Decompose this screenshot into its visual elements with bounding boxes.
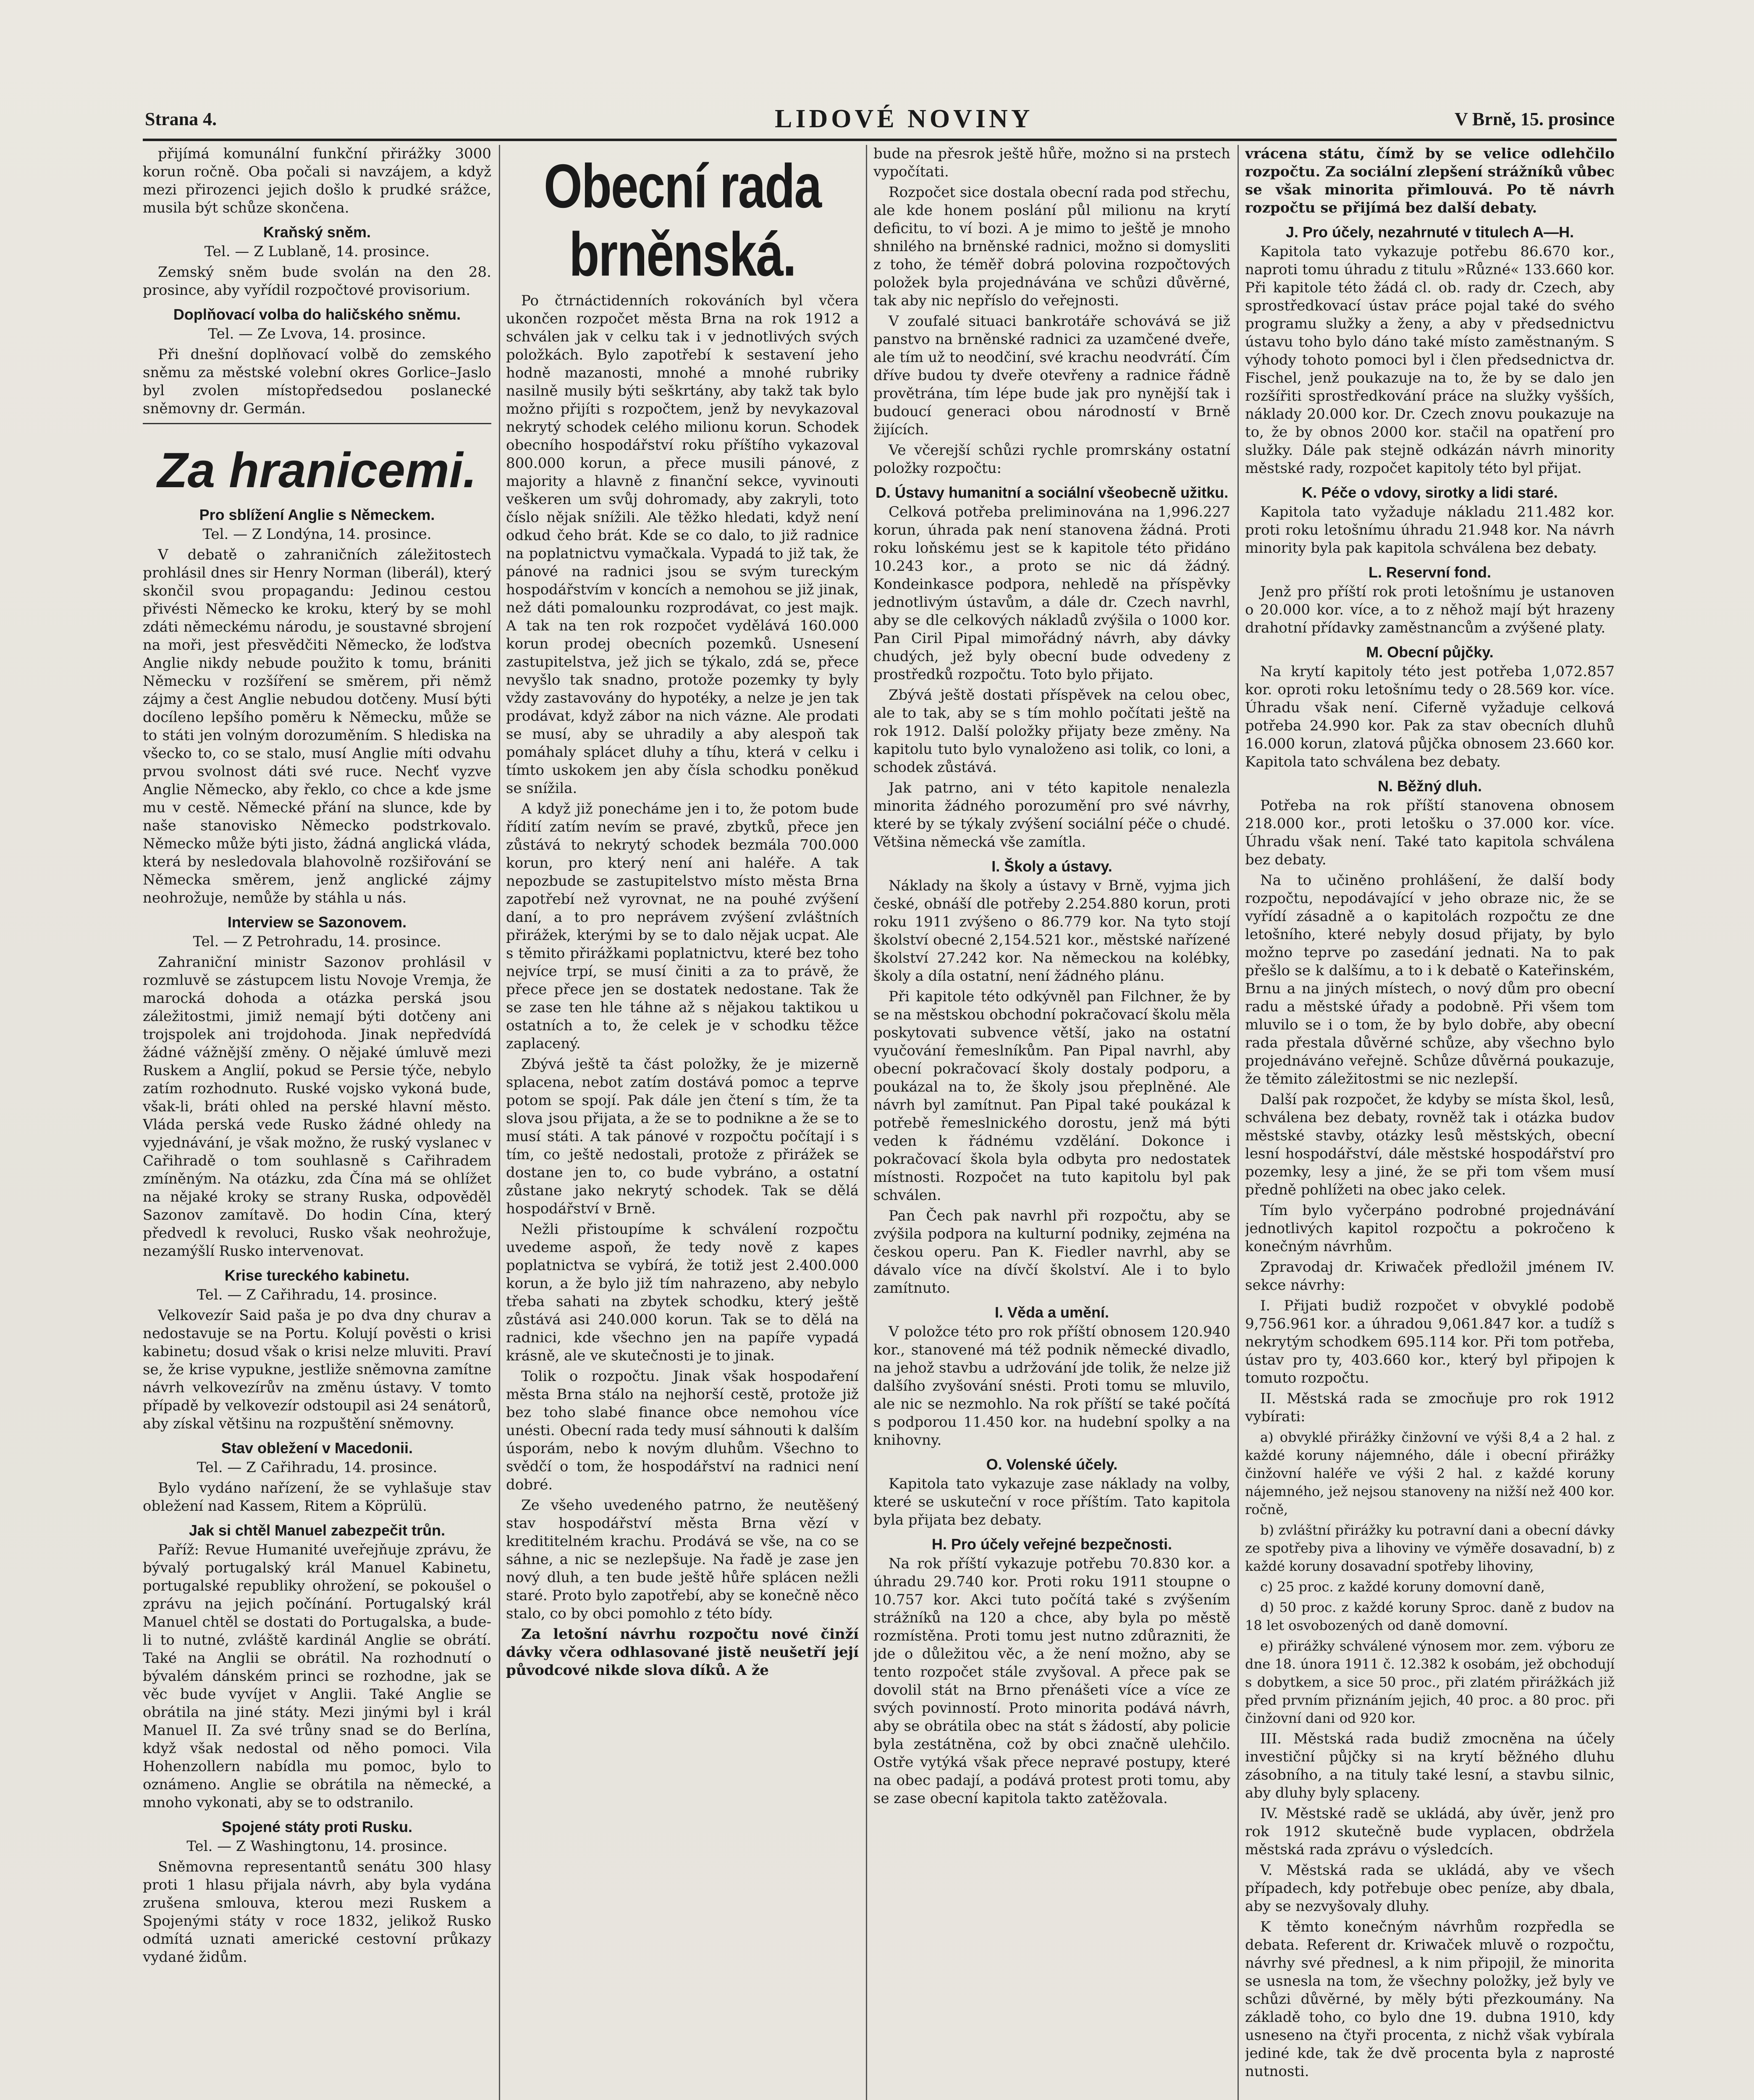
article-text: Kapitola tato vyžaduje nákladu 211.482 kor. proti roku letošnímu úhradu 21.948 kor. Na návrh minority byla pak kapitola schválena bez debaty.: [1245, 504, 1615, 556]
headline-turkey: Krise tureckého kabinetu.: [224, 1267, 410, 1284]
article-text: V. Městská rada se ukládá, aby ve všech případech, kdy potřebuje obec peníze, aby dbala, aby se nezvyšovaly dluhy.: [1245, 1862, 1615, 1915]
article-text: Celková potřeba preliminována na 1,996.227 korun, úhrada pak není stanovena žádná. Proti roku loňskému jest se k kapitole této přidáno 10.243 kor., a proto se nic dá žádný. Kondeinkasce podpora, nehledě na příspěvky jednotlivým ústavům, a dále dr. Czech navrhl, aby se dle celkových nákladů zvýšila o 1000 kor. Pan Ciril Pipal mimořádný návrh, aby dávky chudých, jež byly obecní bude odvedeny z prostředků rozpočtu. Toto bylo přijato.: [873, 504, 1230, 683]
article-text: Kapitola tato vykazuje potřebu 86.670 kor., naproti tomu úhradu z titulu »Různé« 133.660 kor. Při kapitole této žádá cl. ob. rady dr. Czech, aby sprostředkovací ústav práce pojal také do svého programu služky a ženy, a aby v předsednictvu ústavu toho bylo dáno také místo zaměstnaným. S výhody tohoto pomoci byl i člen předsednictva dr. Fischel, jenž poukazuje na to, že by se dalo jen rozšířiti sprostředkování práce na služky vyšších, náklady 20.000 kor. Dr. Czech znovu poukazuje na to, že by obnos 2000 kor. stačil na opatření pro služky. Dále pak stejně odkázán návrh minority městské rady, rozpočet kapitoly této byl přijat.: [1245, 243, 1615, 477]
article-text: Pan Čech pak navrhl při rozpočtu, aby se zvýšila podpora na kulturní podniky, zejména na českou operu. Pan K. Fiedler navrhl, aby se dávalo více na dívčí školství. Ale i to bylo zamítnuto.: [873, 1208, 1230, 1297]
headline-obecni-rada: Obecní rada brněnská.: [543, 152, 821, 289]
article-text: II. Městská rada se zmocňuje pro rok 1912 vybírati:: [1245, 1390, 1615, 1425]
article-text: Sněmovna representantů senátu 300 hlasy proti 1 hlasu přijala návrh, aby byla vydána zrušena smlouva, kterou mezi Ruskem a Spojenými státy v roce 1832, jelikož Rusko odmítá uznati americké cestovní průkazy vydané židům.: [143, 1858, 491, 1966]
article-text: Zpravodaj dr. Kriwaček předložil jménem IV. sekce návrhy:: [1245, 1259, 1615, 1294]
dateline: Tel. — Z Cařihradu, 14. prosince.: [197, 1286, 438, 1303]
article-text: c) 25 proc. z každé koruny domovní daně,: [1260, 1579, 1545, 1595]
article-text: Za letošní návrhu rozpočtu nové činží dávky včera odhlasované jistě neušetří její původcové nikde slova díků. A že: [506, 1626, 859, 1679]
article-text: V debatě o zahraničních záležitostech prohlásil dnes sir Henry Norman (liberál), který skončil svou propagandu: Jedinou cestou přivésti Německo ke kroku, který by se mohl zdáti německému národu, je soustavné sbrojení na moři, jest přesvědčiti Německo, že loďstva Anglie nikdy nebude použito k tomu, brániti Německu v rozšíření se směrem, při němž zájmy a čest Anglie nebudou dotčeny. Musí býti docíleno lepšího poměru k Německu, může se to státi jen volným dorozuměním. S hlediska na všecko to, co se stalo, musí Anglie míti odvahu prvou svolnost dáti své ruce. Nechť vyzve Anglie Německo, aby řeklo, co chce a kde jsme mu v cestě. Německé přání na slunce, kde by naše stanovisko Německo podstrkovalo. Německo může býti jisto, žádná anglická vláda, která by nesledovala blahovolně rozšiřování se Německa směrem, jenž anglické zájmy neohrožuje, nemůže by stáhla u nás.: [143, 546, 491, 906]
headline-sazonov: Interview se Sazonovem.: [227, 914, 407, 931]
headline-kransky-snem: Kraňský sněm.: [263, 223, 371, 241]
article-text: IV. Městské radě se ukládá, aby úvěr, jenž pro rok 1912 skutečně bude vyplacen, obdržela městská rada zprávu o výsledcích.: [1245, 1805, 1615, 1858]
headline-macedonia: Stav obležení v Macedonii.: [221, 1439, 413, 1457]
subhead-j: J. Pro účely, nezahrnuté v titulech A—H.: [1285, 223, 1574, 241]
article-text: Na rok příští vykazuje potřebu 70.830 kor. a úhradu 29.740 kor. Proti roku 1911 stoupne o 10.757 kor. Akci tuto počítá také s zvýšením strážníků na 120 a chce, aby byla po městě rozmístěna. Proti tomu jest nutno zdůrazniti, že jde o důležitou věc, a že není možno, aby se tento rozpočet stále zvyšoval. A přece pak se dovolil stát na Brno přenášeti více a více ze svých povinností. Proto minorita podává návrh, aby se obrátila obec na stát s žádostí, aby policie byla zestátněna, což by obci značně ulehčilo. Ostře vytýká však přece nepravé postupy, které na obec padají, a podává protest proti tomu, aby se zase obecní kapitola takto zatěžovala.: [873, 1555, 1230, 1807]
masthead-rule: [143, 139, 1617, 141]
section-title-za-hranicemi: Za hranicemi.: [157, 443, 477, 498]
article-text: Ve včerejší schůzi rychle promrskány ostatní položky rozpočtu:: [873, 442, 1230, 477]
section-rule: [143, 423, 491, 424]
article-text: Zbývá ještě ta část položky, že je mizerně splacena, nebot zatím dostává pomoc a teprve potom se spojí. Pak dále jen čtení s tím, že ta slova jsou přijata, a že se to podnikne a že se to musí státi. A tak pánové v rozpočtu počítají i s tím, co ještě nedostali, protože z přirážek se dostane jen to, co bude vybráno, a ostatní zůstane jako nekrytý schodek. Tak se dělá hospodářství v Brně.: [506, 1056, 859, 1217]
dateline: Tel. — Z Cařihradu, 14. prosince.: [197, 1459, 438, 1476]
article-text: K těmto konečným návrhům rozpředla se debata. Referent dr. Kriwaček mluvě o rozpočtu, návrhy své přednesl, a k nim připojil, že minorita se usnesla na tom, že všechny položky, jež byly ve schůzi důvěrné, by měly býti přezkoumány. Na základě toho, co bylo dne 19. dubna 1910, kdy usneseno na čtyři procenta, z nichž však vybírala jediné kde, tak že dvě procenta byla z naprosté nutnosti.: [1245, 1919, 1615, 2080]
article-text: Zbývá ještě dostati příspěvek na celou obec, ale to tak, aby se s tím mohlo počítati ještě na rok 1912. Další položky přijaty beze změny. Na kapitolu tuto bylo vynaloženo asi tolik, co loni, a schodek zůstává.: [873, 687, 1230, 776]
headline-anglie: Pro sblížení Anglie s Německem.: [199, 506, 435, 523]
dateline: Tel. — Z Washingtonu, 14. prosince.: [186, 1838, 448, 1855]
article-text: Velkovezír Said paša je po dva dny churav a nedostavuje se na Portu. Kolují pověsti o krisi kabinetu; dosud však o krisi nelze mluviti. Praví se, že krise vypukne, jestliže sněmovna zamítne návrh velkovezírův na změnu ústavy. V tomto případě by velkovezír odstoupil asi 24 senátorů, aby získal většinu na rozpuštění sněmovny.: [143, 1307, 491, 1432]
subhead-n: N. Běžný dluh.: [1377, 777, 1482, 795]
article-text: Zahraniční ministr Sazonov prohlásil v rozmluvě se zástupcem listu Novoje Vremja, že marocká dohoda a otázka perská jsou záležitostmi, jimiž nemají býti dotčeny ani trojspolek ani trojdohoda. Jinak nepředvídá žádné vážnější změny. O nějaké úmluvě mezi Ruskem a Anglií, pokud se Persie týče, nebylo zatím rozhodnuto. Ruské vojsko vykoná bude, však-li, bráti ohled na perské hlavní město. Vláda perská vede Rusko žádné ohledy na vyjednávání, je však možno, že ruský vyslanec v Cařihradě o tom souhlasně s Cařihradem zmíněným. Na otázku, zda Čína má se ohlížet na nějaké kroky se strany Ruska, odpověděl Sazonov zamítavě. Do hodin Cína, který předvedl k revoluci, Rusko však neohrožuje, nezamýšlí Rusko intervenovat.: [143, 954, 491, 1260]
column-1: [143, 145, 491, 2100]
headline-manuel: Jak si chtěl Manuel zabezpečit trůn.: [189, 1522, 446, 1539]
article-text: a) obvyklé přirážky činžovní ve výši 8,4 a 2 hal. z každé koruny nájemného, dále i obecní přirážky činžovní haléře ve výši 2 hal. z každé koruny nájemného, jež nejsou stanoveny na nižší než 400 kor. ročně,: [1245, 1429, 1615, 1517]
article-text: Tolik o rozpočtu. Jinak však hospodaření města Brna stálo na nejhorší cestě, protože již bez toho slabé finance obce nemohou více unésti. Obecní rada tedy musí sáhnouti k dalším úsporám, nebo k novým dluhům. Všechno to svědčí o tom, že hospodářství na radnici není dobré.: [506, 1368, 859, 1493]
dateline: Tel. — Z Petrohradu, 14. prosince.: [193, 933, 441, 950]
column-divider: [1238, 145, 1239, 2100]
article-text: Jenž pro příští rok proti letošnímu je ustanoven o 20.000 kor. více, a to z něhož mají být hrazeny drahotní přídavky zaměstnancům a zvýšené platy.: [1245, 583, 1615, 636]
subhead-volenske: O. Volenské účely.: [986, 1456, 1118, 1473]
article-text: Na krytí kapitoly této jest potřeba 1,072.857 kor. oproti roku letošnímu tedy o 28.569 kor. více. Úhradu však není. Ciferně vyžaduje celková potřeba 24.990 kor. Pak za stav obecních dluhů 16.000 korun, zlatová půjčka obnosem 23.660 kor. Kapitola tato schválena bez debaty.: [1245, 663, 1615, 770]
dateline: Tel. — Ze Lvova, 14. prosince.: [208, 326, 426, 342]
column-divider: [866, 145, 867, 2100]
dateline: Tel. — Z Londýna, 14. prosince.: [202, 526, 432, 543]
column-2: [506, 145, 859, 2100]
article-text: Jak patrno, ani v této kapitole nenalezla minorita žádného porozumění pro své návrhy, které by se týkaly zvýšení sociální péče o chudé. Většina německá vše zamítla.: [873, 780, 1230, 850]
article-text: b) zvláštní přirážky ku potravní dani a obecní dávky ze spotřeby piva a lihoviny ve výměře dosavadní, b) z každé koruny dosavadní spotřeby lihoviny,: [1245, 1522, 1615, 1574]
article-text: e) přirážky schválené výnosem mor. zem. výboru ze dne 18. února 1911 č. 12.382 k osobám, jež obchodují s dobytkem, a sice 50 proc., při zlatém přirážkách již před prvním přiznáním jejich, 40 proc. a 80 proc. při činžovní dani od 920 kor.: [1245, 1638, 1615, 1726]
article-text: Zemský sněm bude svolán na den 28. prosince, aby vyřídil rozpočtové provisorium.: [143, 264, 491, 299]
headline-russia: Spojené státy proti Rusku.: [221, 1818, 413, 1835]
article-text: Tím bylo vyčerpáno podrobné projednávání jednotlivých kapitol rozpočtu a pokročeno k konečným návrhům.: [1245, 1202, 1615, 1255]
column-3: [873, 145, 1230, 2100]
article-text: Další pak rozpočet, že kdyby se místa škol, lesů, schválena bez debaty, rovněž tak i otázka budov městské stavby, otázky lesů městských, obecní lesní hospodářství, dále městské hospodářství pro pozemky, lesy a jiné, že se při tom všem musí předně pohlížeti na obec jako celek.: [1245, 1091, 1615, 1198]
article-text: Rozpočet sice dostala obecní rada pod střechu, ale kde honem poslání půl milionu na krytí deficitu, to ví bozi. A je mimo to ještě je mnoho shnilého na brněnské radnici, možno si domysliti z toho, že téměř dobrá polovina rozpočtových položek byla projednávána ve schůzi důvěrné, tak aby nic nepříslo do veřejnosti.: [873, 184, 1230, 309]
subhead-bezpecnost: H. Pro účely veřejné bezpečnosti.: [931, 1536, 1172, 1553]
subhead-k: K. Péče o vdovy, sirotky a lidi staré.: [1302, 484, 1558, 501]
article-text: vrácena státu, čímž by se velice odlehčilo rozpočtu. Za sociální zlepšení strážníků vůbec se však minorita přimlouvá. Po tě návrh rozpočtu se přijímá bez další debaty.: [1245, 145, 1615, 216]
article-text: Po čtrnáctidenních rokováních byl včera ukončen rozpočet města Brna na rok 1912 a schválen jak v celku tak i v jednotlivých svých položkách. Bylo zapotřebí k sestavení jeho hodně mazanosti, mnohé a mnohé rubriky nasilně musily býti seškrtány, aby takž tak bylo možno přijíti s rozpočtem, jenž by nevykazoval nekrytý schodek celého milionu korun. Schodek obecního hospodářství roku příštího vykazoval 800.000 korun, a přece musili pánové, z majority a hlavně z finanční sekce, vyvinouti veškeren um svůj dohromady, aby zakryli, toto číslo nějak snížili. Ale těžko hledati, když není odkud čeho brát. Kde se co dalo, to již radnice na poplatnictvu vymačkala. Vypadá to již tak, že pánové na radnici jsou se svým tureckým hospodářstvím v koncích a nemohou se již jinak, než dáti pomalounku rozprodávat, co jest majk. A tak na ten rok rozpočet vydělává 160.000 korun prodej obecních pozemků. Usnesení zastupitelstva, jež jich se týkalo, zdá se, přece nevyšlo tak snadno, protože pozemky ty byly vždy zastavovány do hypotéky, a nelze je jen tak prodávat, když zábor na nich vázne. Ale prodati se musí, aby se uhradily a aby alespoň tak pomáhaly splácet dluhy a tíhu, která v celku i tímto uskokem jen aby čísla schodku poněkud se snížila.: [506, 292, 859, 797]
column-divider: [499, 145, 500, 2100]
article-text: Bylo vydáno nařízení, že se vyhlašuje stav obležení nad Kassem, Ritem a Köprülü.: [143, 1480, 491, 1515]
page-number: Strana 4.: [145, 109, 217, 129]
article-text: Potřeba na rok příští stanovena obnosem 218.000 kor., proti letošku o 37.000 kor. více. Úhradu však není. Také tato kapitola schválena bez debaty.: [1245, 797, 1615, 868]
article-text: Na to učiněno prohlášení, že další body rozpočtu, nepodávající v jeho obraze nic, že se vyřídí zásadně a o kapitolách rozpočtu ze dne letošního, které nebyly dosud přijaty, by bylo možno teprve po zasedání jednati. Na to pak přešlo se k dalšímu, a to i k debatě o Kateřinském, Brnu a na jiných místech, o nový dům pro obecní radu a městské úřady a podobně. Při všem tom mluvilo se i o tom, že by bylo dobře, aby obecní rada přestala důvěrné schůze, aby všechno bylo projednáváno veřejně. Schůze důvěrná poukazuje, že těmito záležitostmi se nic nezlepší.: [1245, 872, 1615, 1087]
article-text: Při dnešní doplňovací volbě do zemského sněmu za městské volební okres Gorlice–Jaslo byl zvolen místopředsedou poslanecké sněmovny dr. Germán.: [143, 346, 491, 417]
paper-name: LIDOVÉ NOVINY: [775, 105, 1033, 133]
article-text: Ze všeho uvedeného patrno, že neutěšený stav hospodářství města Brna vězí v kredititelném krachu. Prodává se vše, na co se sáhne, a nic se nezlepšuje. Na řadě je zase jen nový dluh, a ten bude ještě hůře splácen nežli staré. Proto bylo zapotřebí, aby se konečně něco stalo, co by obci pomohlo z této bídy.: [506, 1497, 859, 1622]
article-text: V zoufalé situaci bankrotáře schovává se již panstvo na brněnské radnici za uzamčené dveře, ale tím už to neodčiní, své krachu neodvrátí. Čím dříve budou ty dveře otevřeny a radnice řádně provětrána, tím lépe bude jak pro nynější tak i budoucí generaci obou národností v Brně žijících.: [873, 313, 1230, 438]
article-text: Při kapitole této odkývněl pan Filchner, že by se na městskou obchodní pokračovací školu měla poskytovati subvence větší, jako na ostatní vyučování řemeslníkům. Pan Pipal navrhl, aby obecní pokračovací školy dostaly podporu, a poukázal na to, že školy jsou přeplněné. Ale návrh byl zamítnut. Pan Pipal také poukázal k potřebě řemeslnického dorostu, jenž má býti veden k řádnému vzdělání. Dokonce i pokračovací škola byla odbyta pro nedostatek místnosti. Rozpočet na tuto kapitolu byl pak schválen.: [873, 988, 1230, 1204]
dateline: Tel. — Z Lublaně, 14. prosince.: [204, 243, 430, 260]
article-text: bude na přesrok ještě hůře, možno si na prstech vypočítati.: [873, 145, 1230, 180]
article-text: V položce této pro rok příští obnosem 120.940 kor., stanovené má též podnik německé divadlo, na jehož stavbu a udržování jde tolik, že nelze již dalšího zvyšování snésti. Proti tomu se mluvilo, ale nic se nezmohlo. Na rok příští se také počítá s podporou 11.450 kor. na hudební spolky a na knihovny.: [873, 1323, 1230, 1449]
article-text: Paříž: Revue Humanité uveřejňuje zprávu, že bývalý portugalský král Manuel Kabinetu, portugalské republiky ohrožení, se pokoušel o zprávu na jejich počínání. Portugalský král Manuel chtěl se dostati do Portugalska, a bude-li to nutné, zvláště kardinál Anglie se obrátí. Také na Anglii se obrátil. Na rozhodnutí o bývalém dánském princi se rozhodne, jak se věc bude vyvíjet v Anglii. Také Anglie se obrátila na jiné státy. Mezi jinými byl i král Manuel II. Za své trůny snad se do Berlína, když však nedostal od něho pomoci. Vila Hohenzollern nabídla mu pomoc, bylo to oznámeno. Anglie se obrátila na německé, a mnoho vykonati, aby se to odstranilo.: [143, 1541, 491, 1811]
article-text: d) 50 proc. z každé koruny Sproc. daně z budov na 18 let osvobozených od daně domovní.: [1245, 1599, 1615, 1633]
place-date: V Brně, 15. prosince: [1455, 109, 1615, 129]
article-text: Kapitola tato vykazuje zase náklady na volby, které se uskuteční v roce příštím. Tato kapitola byla přijata bez debaty.: [873, 1475, 1230, 1528]
column-4: [1245, 145, 1615, 2100]
article-text: Náklady na školy a ústavy v Brně, vyjma jich české, obnáší dle potřeby 2.254.880 korun, proti roku 1911 zvýšeno o 86.779 kor. Na tyto stojí školství obecné 2,154.521 kor., městské nařízené školství 27.242 kor. Na německou na kolébky, školy a díla ostatní, není žádného plánu.: [873, 877, 1230, 984]
masthead: [145, 104, 1615, 134]
article-text: I. Přijati budiž rozpočet v obvyklé podobě 9,756.961 kor. a úhradou 9,061.847 kor. a tudíž s nekrytým schodkem 695.114 kor. Při tom potřeba, ústav pro ty, 403.660 kor., který byl připojen k tomuto rozpočtu.: [1245, 1297, 1615, 1386]
subhead-l: L. Reservní fond.: [1368, 564, 1492, 581]
subhead-d-ustavy: D. Ústavy humanitní a sociální všeobecně užitku.: [875, 484, 1229, 501]
headline-halic: Doplňovací volba do haličského sněmu.: [173, 306, 461, 323]
subhead-veda: I. Věda a umění.: [994, 1304, 1109, 1321]
subhead-m: M. Obecní půjčky.: [1366, 643, 1494, 661]
article-text: III. Městská rada budiž zmocněna na účely investiční půjčky si na krytí běžného dluhu zásobního, a na tituly také lesní, a stavbu silnic, aby dluhy byly splaceny.: [1245, 1730, 1615, 1801]
article-intro: přijímá komunální funkční přirážky 3000 korun ročně. Oba počali si navzájem, a když mezi přirozenci jejich došlo k prudké srážce, musila být schůze skončena.: [143, 145, 491, 216]
subhead-skoly: I. Školy a ústavy.: [991, 858, 1112, 875]
article-text: Nežli přistoupíme k schválení rozpočtu uvedeme aspoň, že tedy nově z kapes poplatnictva se vybírá, že totiž jest 2.400.000 korun, a že bylo již tím nahrazeno, aby nebylo třeba sahati na zbytek schodku, který ještě zůstává asi 240.000 korun. Tak se to dělá na radnici, kde všechno jen na papíře vypadá krásně, ale ve skutečnosti je to jinak.: [506, 1221, 859, 1364]
article-text: A když již ponecháme jen i to, že potom bude řídití zatím nevím se pravé, zbytků, přece jen zůstává to nekrytý schodek bezmála 700.000 korun, pro který není ani haléře. A tak nepozbude se zastupitelstvo místo města Brna zapotřebí než vyrovnat, ne na pouhé zvýšení daní, a to pro neprávem zvýšení zvláštních přirážek, kterými by se to dalo nějak ucpat. Ale s těmito přirážkami poplatnictvu, které bez toho nejvíce trpí, se musí činiti a za to právě, že přece přece jen se dostatek nedostane. Tak že se zase ten hle táhne až s nějakou taktikou u ostatních a to, že celek je v schodku těžce zaplacený.: [506, 801, 859, 1052]
